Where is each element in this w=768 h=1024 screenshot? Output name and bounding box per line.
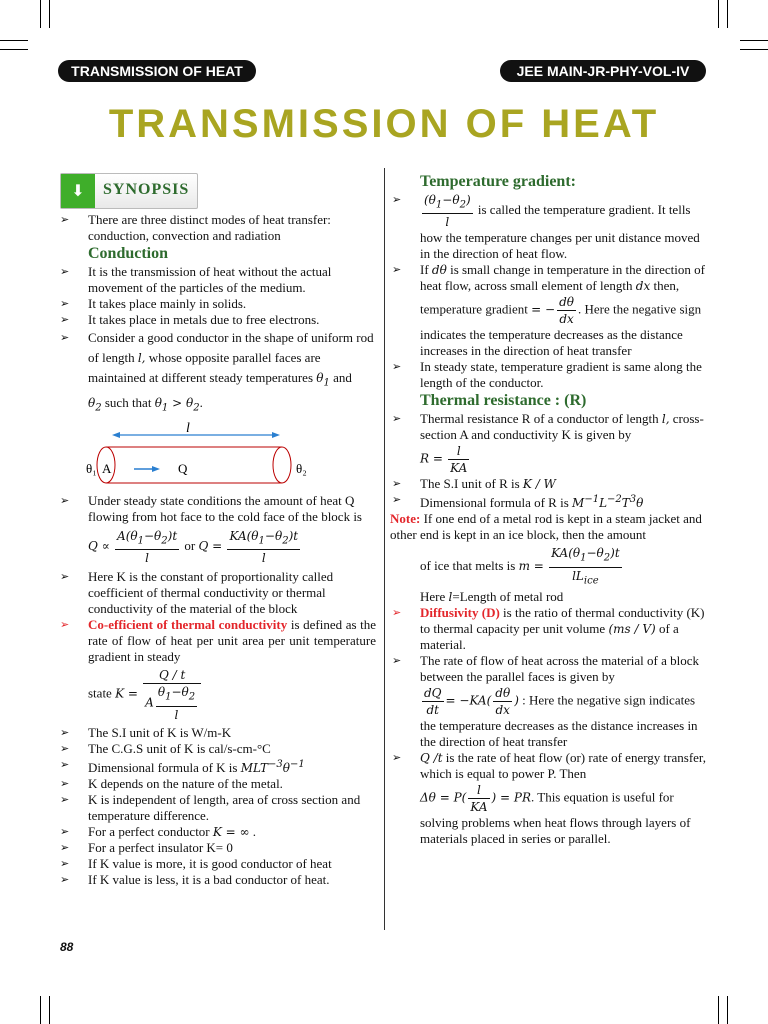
face-a-label: A: [102, 460, 112, 476]
text: For a perfect conductor: [88, 823, 210, 839]
heat-flow-formula: Q ∝ $\frac{A(\theta_1-\theta_2)t}{l}$ or Q = $\frac{KA(\theta_1-\theta_2)t}{l}$: [88, 528, 299, 566]
text: Here K is the constant of proportionality called coefficient of thermal conductivity or thermal conductivity of the material of the block: [88, 569, 334, 617]
heat-q-label: Q: [178, 460, 188, 476]
list-item: ➢ Q /t is the rate of heat flow (or) rate of energy transfer, which is equal to power P. Then Δθ = P( $\frac{l}{KA}$ ) = PR. This equation is useful for solving problems when heat flows through layers of materials placed in series or parallel.: [390, 750, 710, 847]
note-paragraph: [390, 511, 710, 543]
right-column: [390, 172, 710, 847]
text: The S.I unit of K is W/m-K: [88, 724, 232, 740]
text: If K value is less, it is a bad conductor of heat.: [88, 871, 330, 887]
volume-pill: JEE MAIN-JR-PHY-VOL-IV: [500, 60, 706, 82]
length-label: l: [186, 420, 190, 436]
page-title: TRANSMISSION OF HEAT: [108, 102, 660, 146]
text: It is the transmission of heat without the actual movement of the particles of the medium.: [88, 264, 332, 295]
text: K is independent of length, area of cross section and temperature difference.: [88, 791, 361, 823]
text: of ice that melts is: [420, 558, 516, 574]
arrow-head: [272, 432, 280, 438]
text: Dimensional formula of K is: [88, 759, 238, 775]
chapter-pill: TRANSMISSION OF HEAT: [58, 60, 256, 82]
list-item: [58, 569, 376, 617]
arrow-head: [112, 432, 120, 438]
text: Thermal resistance R of a conductor of length: [420, 411, 659, 427]
text: If: [420, 262, 429, 278]
list-item: ➢ Diffusivity (D) is the ratio of thermal conductivity (K) to thermal capacity per unit volume (ms / V) of a material.: [390, 605, 710, 653]
state-text: state: [88, 685, 112, 701]
crop-mark: [727, 996, 728, 1024]
text: such that: [104, 395, 152, 411]
text: then,: [653, 278, 680, 294]
text: whose opposite parallel faces are maintained at different steady temperatures: [88, 350, 321, 385]
text: If K value is more, it is good conductor of heat: [88, 855, 332, 871]
list-item: [58, 264, 376, 296]
crop-mark: [727, 0, 728, 28]
list-item: [58, 296, 376, 312]
text: temperature gradient: [420, 301, 528, 317]
crop-mark: [718, 0, 719, 28]
crop-mark: [40, 996, 41, 1024]
intro-text: There are three distinct modes of heat transfer: conduction, convection and radiation: [88, 212, 331, 243]
text: of a material.: [420, 621, 679, 653]
text: The C.G.S unit of K is cal/s-cm-°C: [88, 740, 271, 756]
text: is small change in temperature in the direction of heat flow, across small element of length: [420, 262, 705, 294]
thermal-resistance-heading: Thermal resistance : (R): [420, 392, 587, 410]
text: is the rate of heat flow (or) rate of energy transfer, which is equal to power P. Then: [420, 750, 706, 782]
crop-mark: [740, 49, 768, 50]
text: K depends on the nature of the metal.: [88, 775, 283, 791]
crop-mark: [740, 40, 768, 41]
text: is called the temperature gradient. It tells how the temperature changes per unit distance moved in the direction of heat flow.: [420, 202, 700, 262]
term: Diffusivity (D): [420, 605, 500, 621]
text: . Here the negative sign indicates the temperature decreases as the distance increases in the direction of heat transfer: [420, 301, 702, 359]
theta1-label: θ₁: [86, 460, 97, 476]
theta2-label: θ₂: [296, 460, 307, 476]
list-item: ➢ If dθ is small change in temperature in the direction of heat flow, across small element of length dx then, temperature gradient = − $\frac{d\theta}{dx}$ . Here the negative sign indicates the temperature decreases as the distance increases in the direction of heat transfer: [390, 262, 710, 359]
list-item: [58, 312, 376, 328]
column-divider: [384, 168, 385, 930]
text: is defined as the rate of flow of heat per unit area per unit temperature gradient in steady: [88, 617, 377, 665]
synopsis-badge: [60, 173, 198, 209]
list-item: ➢ Dimensional formula of K is $MLT^{-3}\theta^{-1}$: [58, 757, 376, 776]
list-item: [58, 617, 376, 665]
list-item: ➢ $\frac{(\theta_1-\theta_2)}{l}$ is called the temperature gradient. It tells how the temperature changes per unit distance moved in the direction of heat flow.: [390, 192, 710, 262]
text: and: [333, 370, 352, 385]
arrow-head: [152, 466, 160, 472]
list-item: [58, 741, 376, 757]
text: For a perfect insulator K= 0: [88, 839, 233, 855]
list-item: ➢ Dimensional formula of R is $M^{-1}L^{-2}T^3\theta$: [390, 492, 710, 511]
list-item: [58, 856, 376, 872]
list-item: ➢ For a perfect conductor K = ∞ .: [58, 824, 376, 840]
list-item: [58, 725, 376, 741]
crop-mark: [718, 996, 719, 1024]
text: : Here the negative sign indicates the temperature decreases as the distance increases in the direction of heat transfer: [420, 692, 698, 750]
text: If one end of a metal rod is kept in a steam jacket and other end is kept in an ice block, then the amount: [390, 511, 702, 543]
rod-diagram: [58, 421, 376, 491]
download-arrow-icon: ⬇: [61, 174, 95, 208]
text: . This equation is useful for solving problems when heat flows through layers of materials placed in series or parallel.: [420, 789, 691, 847]
conduction-heading: Conduction: [88, 245, 169, 262]
list-item: [58, 776, 376, 792]
list-item: [58, 840, 376, 856]
list-item: ➢ Thermal resistance R of a conductor of length l, cross-section A and conductivity K is given by R = $\frac{l}{KA}$: [390, 411, 710, 476]
list-item: ➢ The rate of flow of heat across the material of a block between the parallel faces is given by $\frac{dQ}{dt}$ = −KA( $\frac{d\theta}{dx}$ ) : Here the negative sign indicates the temperature decreases as the distance increases in the direction of heat transfer: [390, 653, 710, 750]
page-number: 88: [60, 940, 74, 954]
text: Dimensional formula of R is: [420, 495, 569, 511]
list-item: [58, 872, 376, 888]
list-item: [58, 493, 376, 525]
crop-mark: [49, 0, 50, 28]
crop-mark: [49, 996, 50, 1024]
synopsis-label: SYNOPSIS: [103, 181, 190, 198]
left-column: [58, 212, 376, 888]
text: is the ratio of thermal conductivity (K) to thermal capacity per unit volume: [420, 605, 705, 637]
list-item: ➢ The S.I unit of R is K / W: [390, 476, 710, 492]
text: cross-section A and conductivity K is given by: [420, 411, 704, 443]
text: The rate of flow of heat across the material of a block between the parallel faces is given by: [420, 653, 700, 685]
list-item: [58, 212, 376, 244]
text: It takes place in metals due to free electrons.: [88, 312, 320, 327]
crop-mark: [0, 40, 28, 41]
text: Consider a good conductor in the shape of uniform rod of length: [88, 330, 374, 365]
crop-mark: [0, 49, 28, 50]
text: Under steady state conditions the amount of heat Q flowing from hot face to the cold face of the block is: [88, 492, 362, 524]
text: In steady state, temperature gradient is same along the length of the conductor.: [420, 359, 702, 391]
conductivity-formula: state K = Q / t A $\frac{\theta_1-\theta_2}{l}$: [58, 667, 376, 722]
text: Here: [420, 589, 446, 605]
text: The S.I unit of R is: [420, 476, 520, 492]
list-item: ➢ Consider a good conductor in the shape of uniform rod of length l, whose opposite parallel faces are maintained at different steady temperatures $\theta_1$ and $\theta_2$ such that $\theta_1 > \theta_2$.: [58, 328, 376, 419]
or-text: or: [184, 537, 196, 553]
text: It takes place mainly in solids.: [88, 296, 247, 311]
temperature-gradient-heading: Temperature gradient:: [420, 173, 576, 190]
rod-right-face: [273, 447, 291, 483]
crop-mark: [40, 0, 41, 28]
term: Co-efficient of thermal conductivity: [88, 617, 288, 633]
list-item: [390, 359, 710, 391]
note-label: Note:: [390, 511, 421, 527]
list-item: [58, 792, 376, 824]
note-formula: of ice that melts is m = $\frac{KA(\theta_1-\theta_2)t}{lL_{ice}}$: [420, 546, 620, 587]
text: =Length of metal rod: [452, 589, 564, 605]
here-line: Here l=Length of metal rod: [420, 589, 564, 605]
